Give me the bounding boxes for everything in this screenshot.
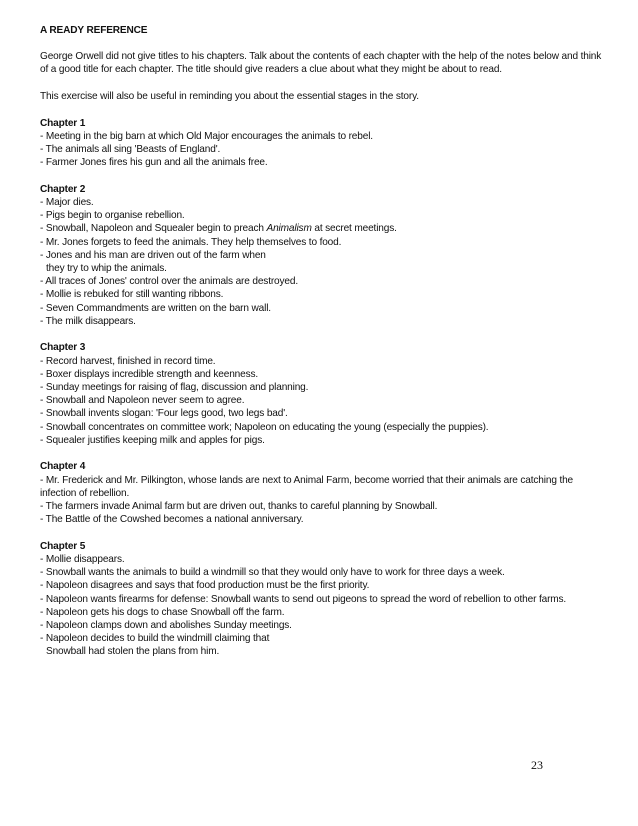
chapter-5-line: - Snowball wants the animals to build a windmill so that they would only have to work for three days a week.: [40, 567, 505, 579]
chapter-3-line: - Sunday meetings for raising of flag, discussion and planning.: [40, 382, 309, 394]
chapter-4-line: - The farmers invade Animal farm but are driven out, thanks to careful planning by Snowball.: [40, 501, 438, 513]
chapter-4-line: - Mr. Frederick and Mr. Pilkington, whose lands are next to Animal Farm, become worried that their animals are catching the infection of rebellion.: [40, 474, 574, 499]
exercise-note: This exercise will also be useful in reminding you about the essential stages in the story.: [40, 91, 419, 102]
chapter-2-line: - The milk disappears.: [40, 315, 136, 327]
chapter-4-heading: Chapter 4: [40, 461, 86, 473]
chapter-5-line: - Mollie disappears.: [40, 554, 125, 566]
chapter-2-line: - All traces of Jones' control over the animals are destroyed.: [40, 276, 298, 288]
chapter-2-line: - Jones and his man are driven out of the farm when: [40, 249, 266, 261]
chapter-2-line: - Mr. Jones forgets to feed the animals. They help themselves to food.: [40, 236, 342, 248]
chapter-1-line: - Meeting in the big barn at which Old Major encourages the animals to rebel.: [40, 130, 373, 142]
chapter-2-line-text: - Snowball, Napoleon and Squealer begin to preach: [40, 223, 267, 235]
chapter-5-line: - Napoleon wants firearms for defense: Snowball wants to send out pigeons to spread the word of rebellion to other farms.: [40, 593, 567, 605]
chapter-5-line: - Napoleon clamps down and abolishes Sunday meetings.: [40, 620, 292, 632]
chapter-4-line: - The Battle of the Cowshed becomes a national anniversary.: [40, 514, 304, 526]
animalism-term: Animalism: [266, 223, 312, 235]
intro-paragraph: George Orwell did not give titles to his chapters. Talk about the contents of each chapter with the help of the notes below and think of a good title for each chapter. The title should give readers a clue about what they might be about to read.: [40, 51, 602, 76]
chapter-3-line: - Snowball and Napoleon never seem to agree.: [40, 395, 245, 407]
chapter-3-line: - Snowball concentrates on committee work; Napoleon on educating the young (especially the puppies).: [40, 421, 489, 433]
chapter-2-section: [40, 183, 610, 328]
chapter-3-heading: Chapter 3: [40, 342, 86, 354]
chapter-2-line: [40, 222, 610, 235]
chapter-1-section: [40, 117, 610, 170]
page-number: 23: [531, 758, 543, 772]
chapter-5-section: [40, 540, 610, 659]
chapter-3-line: - Snowball invents slogan: 'Four legs good, two legs bad'.: [40, 408, 288, 420]
chapter-2-line-continued: they try to whip the animals.: [46, 263, 167, 275]
chapter-3-line: - Record harvest, finished in record time.: [40, 355, 216, 367]
chapter-2-line: - Major dies.: [40, 197, 94, 208]
chapter-3-line: - Boxer displays incredible strength and keenness.: [40, 368, 259, 380]
chapter-4-section: [40, 460, 610, 526]
chapter-1-heading: Chapter 1: [40, 117, 86, 129]
chapter-1-line: - Farmer Jones fires his gun and all the animals free.: [40, 157, 268, 169]
chapter-5-line-continued: Snowball had stolen the plans from him.: [46, 646, 220, 658]
chapter-2-heading: Chapter 2: [40, 183, 86, 195]
chapter-2-line: - Seven Commandments are written on the barn wall.: [40, 302, 271, 314]
chapter-5-line: - Napoleon decides to build the windmill claiming that: [40, 633, 270, 645]
chapter-3-section: [40, 341, 610, 447]
chapter-5-heading: Chapter 5: [40, 540, 86, 552]
chapter-5-line: - Napoleon disagrees and says that food production must be the first priority.: [40, 580, 370, 592]
document-title: A READY REFERENCE: [40, 25, 148, 36]
document-page: [40, 24, 610, 672]
chapter-5-line: - Napoleon gets his dogs to chase Snowball off the farm.: [40, 606, 285, 618]
chapter-2-line: - Pigs begin to organise rebellion.: [40, 210, 185, 222]
chapter-2-line-text: at secret meetings.: [311, 223, 397, 235]
chapter-2-line: - Mollie is rebuked for still wanting ribbons.: [40, 289, 224, 301]
chapter-1-line: - The animals all sing 'Beasts of England'.: [40, 144, 221, 155]
chapter-3-line: - Squealer justifies keeping milk and apples for pigs.: [40, 434, 265, 446]
